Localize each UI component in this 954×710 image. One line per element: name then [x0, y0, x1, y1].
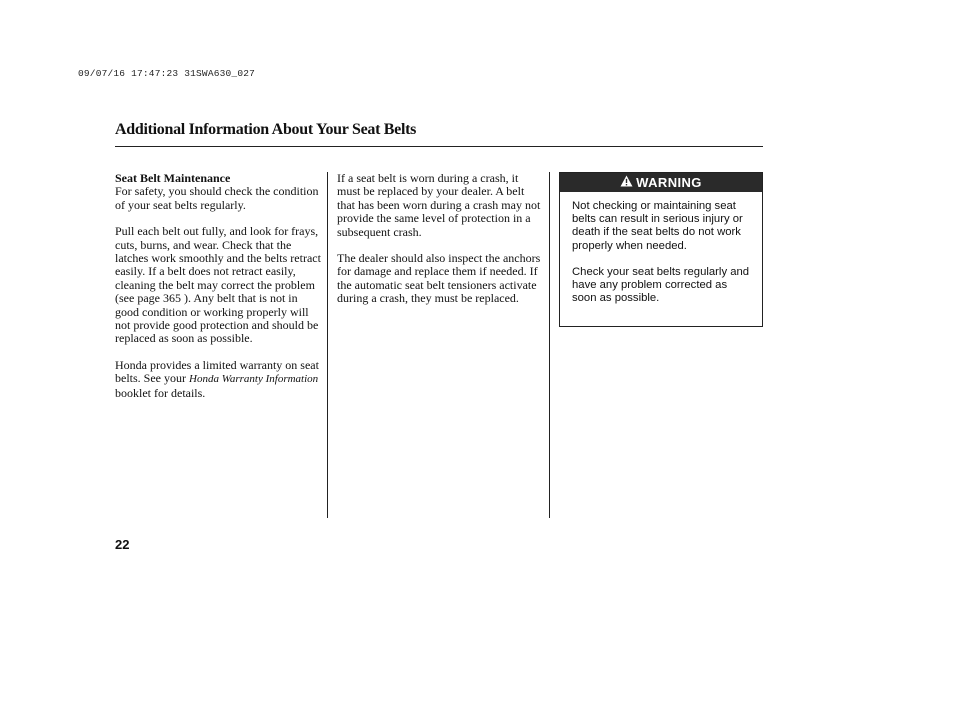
page-reference-link[interactable]: 365	[159, 291, 184, 306]
paragraph: If a seat belt is worn during a crash, it must be replaced by your dealer. A belt that has been worn during a crash may not provide the same level of protection in a subsequent crash.	[337, 171, 541, 239]
warning-text: Check your seat belts regularly and have any problem corrected as soon as possible.	[572, 265, 750, 305]
warning-text: Not checking or maintaining seat belts can result in serious injury or death if the seat belts do not work properly when needed.	[572, 200, 743, 252]
paragraph-text: booklet for details.	[115, 385, 206, 400]
print-stamp: 09/07/16 17:47:23 31SWA630_027	[78, 68, 256, 79]
warning-body	[560, 192, 762, 305]
paragraph	[115, 225, 323, 346]
warning-box	[559, 172, 763, 327]
column-divider	[327, 172, 328, 518]
column-divider	[549, 172, 550, 518]
title-rule	[115, 146, 763, 147]
paragraph	[115, 359, 323, 400]
paragraph-text: Pull each belt out fully, and look for frays, cuts, burns, and wear. Check that the latches work smoothly and the belts retract easily. If a belt does not retract easily, cleaning the belt may correct the problem (see page	[115, 224, 321, 306]
paragraph: The dealer should also inspect the anchors for damage and replace them if needed. If the automatic seat belt tensioners activate during a crash, they must be replaced.	[337, 251, 541, 306]
column-left	[115, 172, 323, 413]
paragraph-text: Honda provides a limited warranty on seat belts. See your	[115, 357, 319, 386]
warning-triangle-icon	[620, 175, 633, 190]
maintenance-intro	[115, 172, 323, 212]
booklet-title: Honda Warranty Information	[189, 373, 319, 386]
section-heading: Seat Belt Maintenance	[115, 171, 231, 185]
paragraph: For safety, you should check the condition of your seat belts regularly.	[115, 184, 319, 212]
column-middle	[337, 172, 543, 319]
paragraph-text: ). Any belt that is not in good condition or working properly will not provide good protection and should be replaced as soon as possible.	[115, 291, 319, 346]
page-number: 22	[115, 537, 130, 552]
page-title: Additional Information About Your Seat Belts	[115, 121, 417, 138]
warning-label: WARNING	[636, 175, 702, 190]
warning-header	[560, 173, 762, 192]
